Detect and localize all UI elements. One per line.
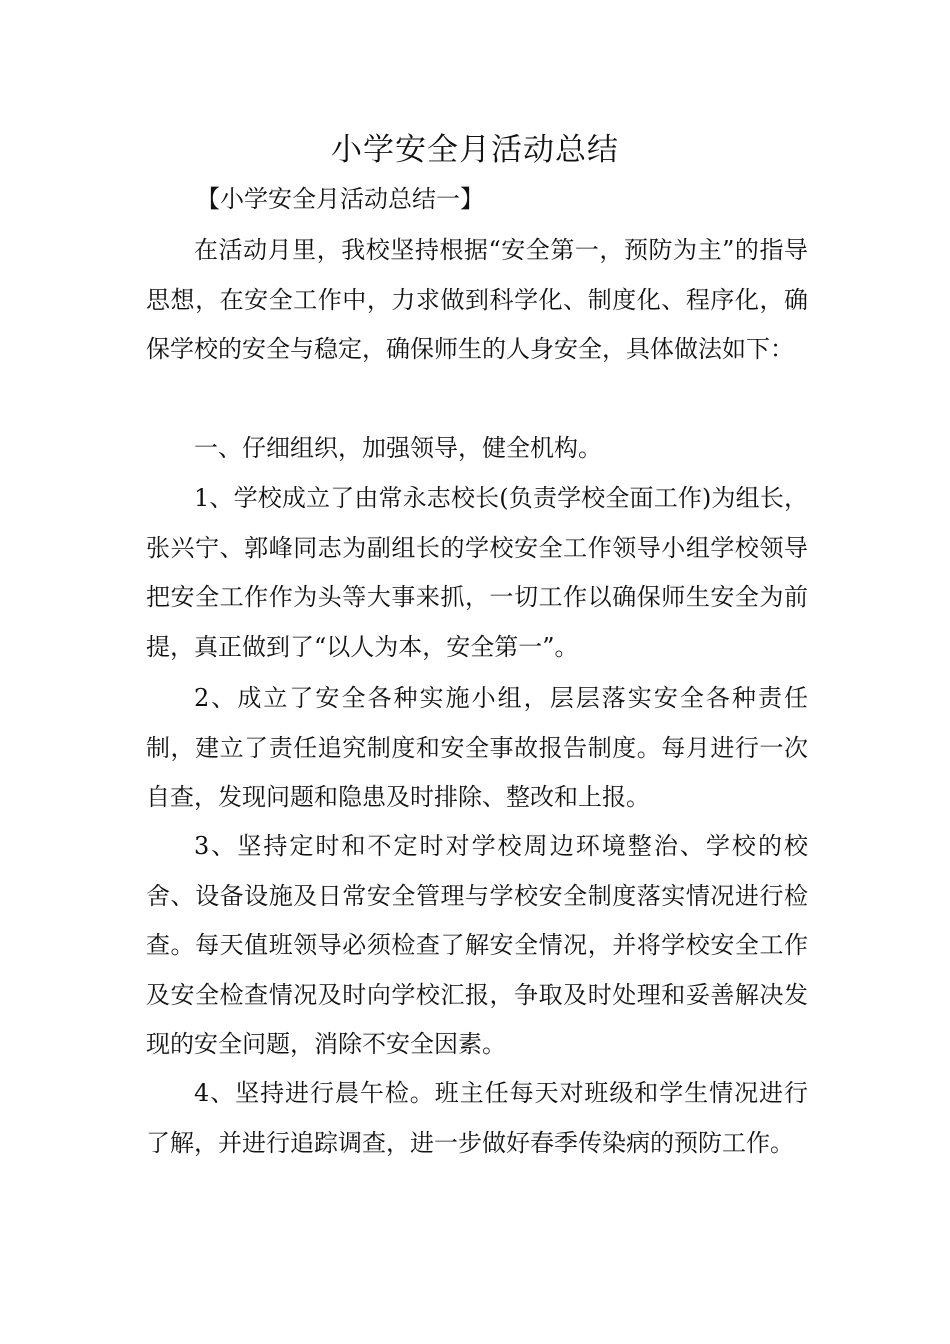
- paragraph-intro: 在活动月里，我校坚持根据“安全第一，预防为主”的指导思想，在安全工作中，力求做到科学化、制度化、程序化，确保学校的安全与稳定，确保师生的人身安全，具体做法如下：: [146, 236, 808, 364]
- paragraph-heading-one: 一、仔细组织，加强领导，健全机构。: [194, 434, 602, 462]
- paragraph-item-4: 4、坚持进行晨午检。班主任每天对班级和学生情况进行了解，并进行追踪调查，进一步做好春季传染病的预防工作。: [146, 1079, 808, 1157]
- paragraph-item-2: 2、成立了安全各种实施小组，层层落实安全各种责任制，建立了责任追究制度和安全事故报告制度。每月进行一次自查，发现问题和隐患及时排除、整改和上报。: [146, 684, 808, 812]
- paragraph-item-1: 1、学校成立了由常永志校长(负责学校全面工作)为组长，张兴宁、郭峰同志为副组长的学校安全工作领导小组学校领导把安全工作作为头等大事来抓，一切工作以确保师生安全为前提，真正做到了“以人为本，安全第一”。: [146, 484, 808, 661]
- paragraph-item-3: 3、坚持定时和不定时对学校周边环境整治、学校的校舍、设备设施及日常安全管理与学校安全制度落实情况进行检查。每天值班领导必须检查了解安全情况，并将学校安全工作及安全检查情况及时向学校汇报，争取及时处理和妥善解决发现的安全问题，消除不安全因素。: [146, 832, 808, 1059]
- section-heading: 【小学安全月活动总结一】: [196, 185, 484, 213]
- document-title: 小学安全月活动总结: [331, 132, 619, 168]
